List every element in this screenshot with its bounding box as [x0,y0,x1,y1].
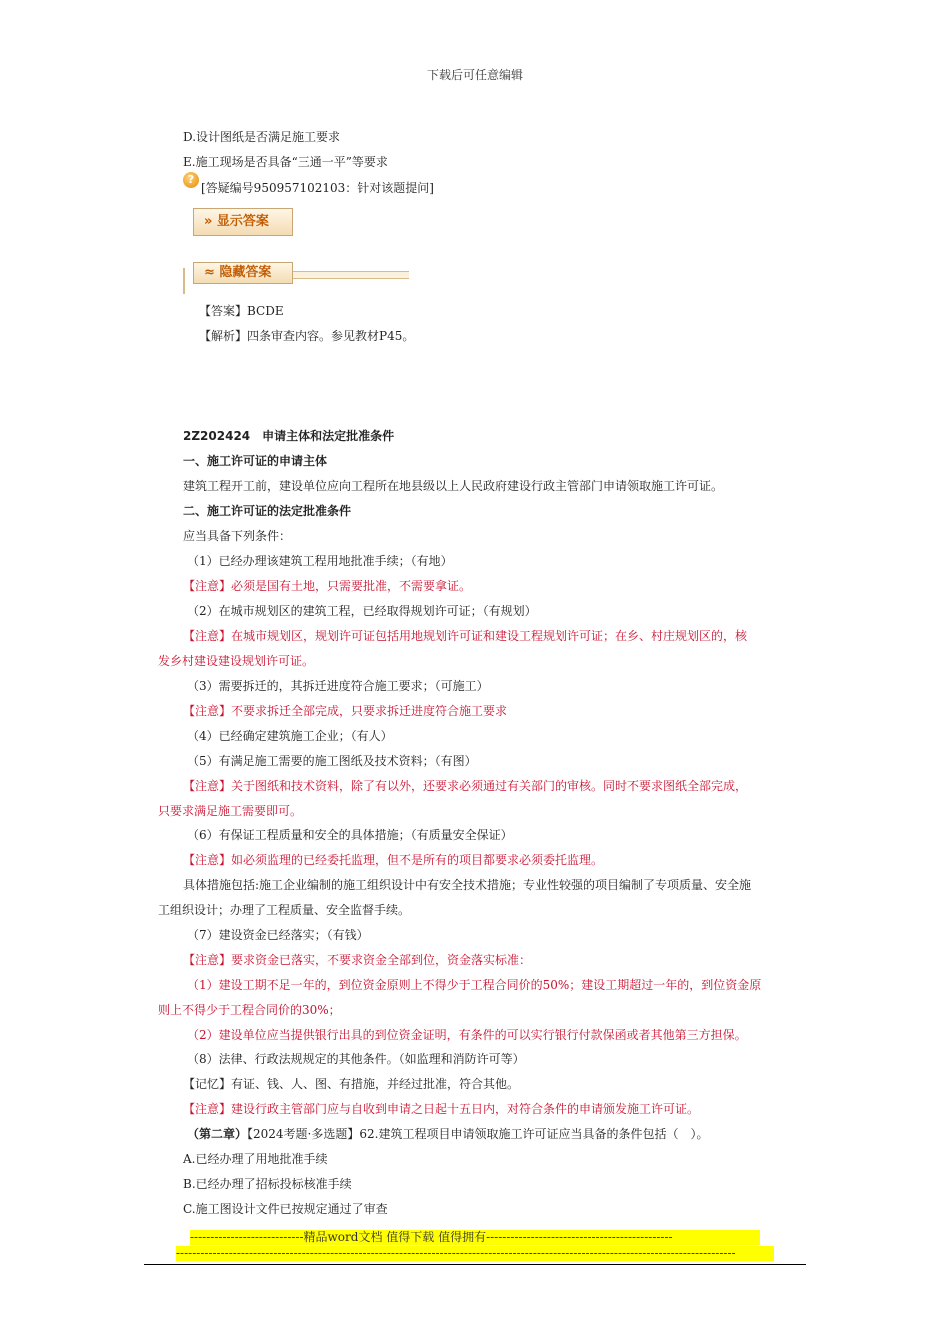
condition-5: （5）有满足施工需要的施工图纸及技术资料；（有图） [187,754,477,768]
note-6: 【注意】如必须监理的已经委托监理，但不是所有的项目都要求必须委托监理。 [183,853,604,867]
paragraph-3-line-2: 工组织设计；办理了工程质量、安全监督手续。 [158,903,411,917]
note-7: 【注意】要求资金已落实，不要求资金全部到位，资金落实标准： [183,953,532,967]
hide-answer-button[interactable]: ≈ 隐藏答案 [193,262,293,284]
hide-bar-left-edge [183,268,190,294]
memo: 【记忆】有证、钱、人、图、有措施，并经过批准，符合其他。 [183,1077,520,1091]
hide-bar-rail [293,271,409,279]
question-2-text: 【2024考题·多选题】62.建筑工程项目申请领取施工许可证应当具备的条件包括（ ）。 [247,1127,709,1141]
question-2-option-b: B.已经办理了招标投标核准手续 [183,1177,352,1191]
note-3: 【注意】不要求拆迁全部完成，只要求拆迁进度符合施工要求 [183,704,508,718]
option-d: D.设计图纸是否满足施工要求 [183,130,341,144]
note-1: 【注意】必须是国有土地，只需要批准，不需要拿证。 [183,579,472,593]
question-2-option-c: C.施工图设计文件已按规定通过了审查 [183,1202,388,1216]
question-2-chapter: （第二章） [187,1127,248,1141]
answer-text: 【答案】BCDE [199,304,284,318]
note-8: 【注意】建设行政主管部门应与自收到申请之日起十五日内，对符合条件的申请颁发施工许可证。 [183,1102,700,1116]
qa-reference-link[interactable]: [答疑编号950957102103：针对该题提问] [201,181,434,195]
question-icon[interactable]: ? [183,172,199,188]
hide-answer-bar [183,260,409,294]
condition-8: （8）法律、行政法规规定的其他条件。（如监理和消防许可等） [187,1052,525,1066]
paragraph-3-line-1: 具体措施包括:施工企业编制的施工组织设计中有安全技术措施；专业性较强的项目编制了专项质量、安全施 [183,878,752,892]
note-5-line-2: 只要求满足施工需要即可。 [158,804,303,818]
heading-2: 二、施工许可证的法定批准条件 [183,504,352,518]
note-7-item-2: （2）建设单位应当提供银行出具的到位资金证明，有条件的可以实行银行付款保函或者其他第三方担保。 [187,1028,747,1042]
condition-2: （2）在城市规划区的建筑工程，已经取得规划许可证；（有规划） [187,604,537,618]
paragraph-2: 应当具备下列条件： [183,529,292,543]
page-header: 下载后可任意编辑 [426,68,523,82]
question-2-stem [187,1126,708,1142]
footer-banner: ----------------------------精品word文档 值得下载 值得拥有---------------------------------------------- [190,1230,760,1245]
footer-rule [144,1264,806,1265]
condition-4: （4）已经确定建筑施工企业；（有人） [187,729,393,743]
analysis-text: 【解析】四条审查内容。参见教材P45。 [199,329,415,343]
condition-3: （3）需要拆迁的，其拆迁进度符合施工要求；（可施工） [187,679,489,693]
footer-dash-line: ------------------------------------------------------------------------------------------------------------------------------------------ [176,1246,774,1261]
condition-7: （7）建设资金已经落实；（有钱） [187,928,369,942]
section-title: 2Z202424 申请主体和法定批准条件 [183,429,395,443]
note-7-item-1-line-2: 则上不得少于工程合同价的30%； [158,1003,341,1017]
heading-1: 一、施工许可证的申请主体 [183,454,328,468]
condition-1: （1）已经办理该建筑工程用地批准手续；（有地） [187,554,453,568]
question-2-option-a: A.已经办理了用地批准手续 [183,1152,328,1166]
condition-6: （6）有保证工程质量和安全的具体措施；（有质量安全保证） [187,828,513,842]
note-5-line-1: 【注意】关于图纸和技术资料，除了有以外，还要求必须通过有关部门的审核。同时不要求图纸全部完成， [183,779,748,793]
option-e: E.施工现场是否具备“三通一平”等要求 [183,155,388,169]
note-2-line-1: 【注意】在城市规划区，规划许可证包括用地规划许可证和建设工程规划许可证；在乡、村庄规划区的，核 [183,629,748,643]
note-7-item-1-line-1: （1）建设工期不足一年的，到位资金原则上不得少于工程合同价的50%；建设工期超过一年的，到位资金原 [187,978,762,992]
note-2-line-2: 发乡村建设建设规划许可证。 [158,654,315,668]
paragraph-1: 建筑工程开工前，建设单位应向工程所在地县级以上人民政府建设行政主管部门申请领取施工许可证。 [183,479,724,493]
show-answer-button[interactable]: » 显示答案 [193,208,293,236]
